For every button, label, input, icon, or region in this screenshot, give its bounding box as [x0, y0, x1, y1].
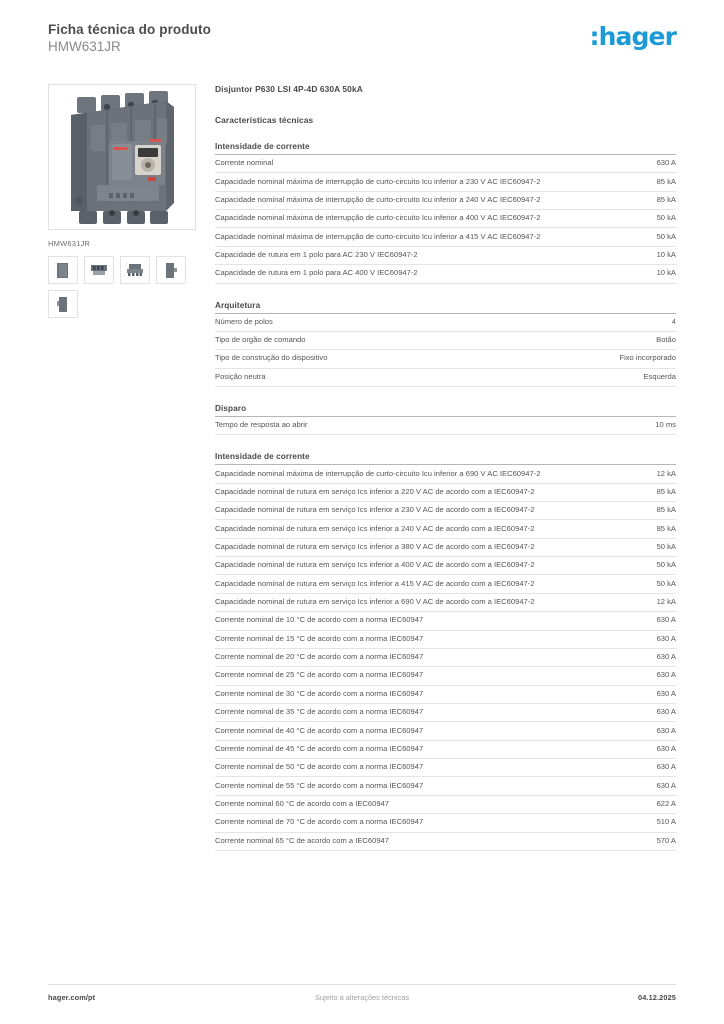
spec-label: Corrente nominal de 70 °C de acordo com a norma IEC60947	[215, 817, 424, 827]
spec-value: Botão	[656, 335, 676, 345]
spec-value: 50 kA	[656, 578, 676, 588]
spec-section-heading: Arquitetura	[215, 301, 676, 314]
spec-value: 630 A	[656, 725, 676, 735]
spec-label: Corrente nominal de 45 °C de acordo com a norma IEC60947	[215, 743, 424, 753]
spec-label: Corrente nominal de 35 °C de acordo com a norma IEC60947	[215, 707, 424, 717]
table-row	[215, 265, 676, 283]
table-row	[215, 191, 676, 209]
table-row	[215, 832, 676, 850]
table-row	[215, 630, 676, 648]
table-row	[215, 575, 676, 593]
spec-section	[215, 404, 676, 435]
table-row	[215, 210, 676, 228]
spec-label: Capacidade de rutura em 1 polo para AC 400 V IEC60947-2	[215, 268, 418, 278]
spec-label: Corrente nominal de 20 °C de acordo com a norma IEC60947	[215, 652, 424, 662]
spec-value: 10 ms	[655, 420, 676, 430]
spec-value: 630 A	[656, 615, 676, 625]
spec-section	[215, 301, 676, 387]
spec-label: Capacidade nominal de rutura em serviço Ics inferior a 690 V AC de acordo com a IEC60947-2	[215, 597, 535, 607]
spec-value: 510 A	[656, 817, 676, 827]
thumbnail-front-view[interactable]	[48, 256, 78, 284]
spec-value: 630 A	[656, 670, 676, 680]
spec-table	[215, 417, 676, 435]
spec-label: Número de polos	[215, 316, 273, 326]
spec-label: Capacidade nominal máxima de interrupção de curto-circuito Icu inferior a 400 V AC IEC60947-2	[215, 213, 541, 223]
page-title: Ficha técnica do produto	[48, 22, 211, 37]
spec-label: Capacidade nominal máxima de interrupção de curto-circuito Icu inferior a 240 V AC IEC60947-2	[215, 194, 541, 204]
spec-value: 50 kA	[656, 231, 676, 241]
table-row	[215, 483, 676, 501]
spec-value: Esquerda	[643, 371, 676, 381]
spec-value: 630 A	[656, 762, 676, 772]
table-row	[215, 557, 676, 575]
spec-label: Corrente nominal de 55 °C de acordo com a norma IEC60947	[215, 780, 424, 790]
spec-label: Capacidade nominal máxima de interrupção de curto-circuito Icu inferior a 230 V AC IEC60947-2	[215, 176, 541, 186]
table-row	[215, 777, 676, 795]
spec-label: Tempo de resposta ao abrir	[215, 420, 308, 430]
product-image[interactable]	[48, 84, 196, 230]
spec-label: Corrente nominal de 25 °C de acordo com a norma IEC60947	[215, 670, 424, 680]
table-row	[215, 667, 676, 685]
spec-section-heading: Intensidade de corrente	[215, 142, 676, 155]
spec-label: Corrente nominal 65 °C de acordo com a IEC60947	[215, 835, 389, 845]
table-row	[215, 648, 676, 666]
product-image-caption: HMW631JR	[48, 239, 91, 248]
thumbnail-top-view[interactable]	[120, 256, 150, 284]
spec-label: Corrente nominal de 10 °C de acordo com a norma IEC60947	[215, 615, 424, 625]
spec-table	[215, 314, 676, 387]
thumbnail-terminal-view[interactable]	[84, 256, 114, 284]
table-row	[215, 331, 676, 349]
table-row	[215, 612, 676, 630]
table-row	[215, 538, 676, 556]
table-row	[215, 759, 676, 777]
spec-section	[215, 142, 676, 284]
table-row	[215, 350, 676, 368]
table-row	[215, 155, 676, 173]
spec-label: Corrente nominal 60 °C de acordo com a IEC60947	[215, 798, 389, 808]
spec-value: 85 kA	[656, 176, 676, 186]
spec-section-heading: Intensidade de corrente	[215, 452, 676, 465]
spec-label: Capacidade nominal de rutura em serviço Ics inferior a 220 V AC de acordo com a IEC60947-2	[215, 486, 535, 496]
table-row	[215, 703, 676, 721]
spec-value: 85 kA	[656, 194, 676, 204]
spec-label: Capacidade nominal de rutura em serviço Ics inferior a 400 V AC de acordo com a IEC60947-2	[215, 560, 535, 570]
spec-label: Corrente nominal	[215, 158, 274, 168]
thumbnail-profile-view[interactable]	[48, 290, 78, 318]
spec-value: 630 A	[656, 688, 676, 698]
table-row	[215, 465, 676, 483]
spec-label: Tipo de orgão de comando	[215, 335, 306, 345]
spec-section	[215, 452, 676, 851]
table-row	[215, 314, 676, 332]
product-media-column	[48, 84, 203, 318]
spec-value: 4	[671, 316, 676, 326]
table-row	[215, 814, 676, 832]
spec-value: 630 A	[656, 633, 676, 643]
spec-value: 85 kA	[656, 505, 676, 515]
footer-date: 04.12.2025	[638, 993, 676, 1002]
product-name: Disjuntor P630 LSI 4P-4D 630A 50kA	[215, 84, 363, 94]
spec-value: 622 A	[656, 798, 676, 808]
spec-value: 85 kA	[656, 486, 676, 496]
spec-label: Capacidade nominal de rutura em serviço Ics inferior a 380 V AC de acordo com a IEC60947-2	[215, 541, 535, 551]
spec-table	[215, 155, 676, 284]
spec-value: 10 kA	[656, 249, 676, 259]
spec-label: Tipo de construção do dispositivo	[215, 353, 328, 363]
spec-label: Posição neutra	[215, 371, 266, 381]
table-row	[215, 417, 676, 435]
spec-value: 50 kA	[656, 541, 676, 551]
spec-table	[215, 465, 676, 851]
footer-disclaimer: Sujeito a alterações técnicas	[314, 993, 410, 1002]
page-content	[48, 84, 676, 851]
spec-value: 570 A	[656, 835, 676, 845]
product-code: HMW631JR	[48, 38, 121, 54]
hager-logo: :hager	[589, 22, 676, 51]
spec-value: Fixo incorporado	[619, 353, 676, 363]
spec-value: 630 A	[656, 158, 676, 168]
table-row	[215, 520, 676, 538]
table-row	[215, 795, 676, 813]
specification-sections	[215, 142, 676, 851]
spec-label: Corrente nominal de 15 °C de acordo com a norma IEC60947	[215, 633, 424, 643]
table-row	[215, 593, 676, 611]
spec-label: Capacidade de rutura em 1 polo para AC 230 V IEC60947-2	[215, 249, 418, 259]
page-header	[48, 0, 676, 62]
specifications-column	[203, 84, 676, 851]
spec-value: 630 A	[656, 652, 676, 662]
table-row	[215, 173, 676, 191]
spec-value: 630 A	[656, 707, 676, 717]
spec-label: Capacidade nominal de rutura em serviço Ics inferior a 240 V AC de acordo com a IEC60947-2	[215, 523, 535, 533]
footer-website-link[interactable]: hager.com/pt	[48, 993, 96, 1002]
spec-value: 12 kA	[656, 468, 676, 478]
table-row	[215, 685, 676, 703]
spec-value: 12 kA	[656, 597, 676, 607]
spec-value: 630 A	[656, 780, 676, 790]
table-row	[215, 740, 676, 758]
table-row	[215, 246, 676, 264]
spec-label: Capacidade nominal de rutura em serviço Ics inferior a 230 V AC de acordo com a IEC60947-2	[215, 505, 535, 515]
spec-label: Capacidade nominal de rutura em serviço Ics inferior a 415 V AC de acordo com a IEC60947-2	[215, 578, 535, 588]
spec-label: Corrente nominal de 40 °C de acordo com a norma IEC60947	[215, 725, 424, 735]
table-row	[215, 228, 676, 246]
spec-value: 85 kA	[656, 523, 676, 533]
page-footer	[48, 984, 676, 1002]
spec-value: 50 kA	[656, 213, 676, 223]
spec-label: Corrente nominal de 50 °C de acordo com a norma IEC60947	[215, 762, 424, 772]
spec-label: Capacidade nominal máxima de interrupção de curto-circuito Icu inferior a 415 V AC IEC60947-2	[215, 231, 541, 241]
thumbnail-side-view[interactable]	[156, 256, 186, 284]
spec-value: 630 A	[656, 743, 676, 753]
spec-section-heading: Disparo	[215, 404, 676, 417]
header-titles	[48, 22, 211, 54]
spec-value: 10 kA	[656, 268, 676, 278]
spec-value: 50 kA	[656, 560, 676, 570]
table-row	[215, 722, 676, 740]
specifications-heading: Características técnicas	[215, 115, 314, 125]
thumbnail-strip	[48, 256, 204, 318]
spec-label: Corrente nominal de 30 °C de acordo com a norma IEC60947	[215, 688, 424, 698]
table-row	[215, 502, 676, 520]
table-row	[215, 368, 676, 386]
spec-label: Capacidade nominal máxima de interrupção de curto-circuito Icu inferior a 690 V AC IEC60947-2	[215, 468, 541, 478]
